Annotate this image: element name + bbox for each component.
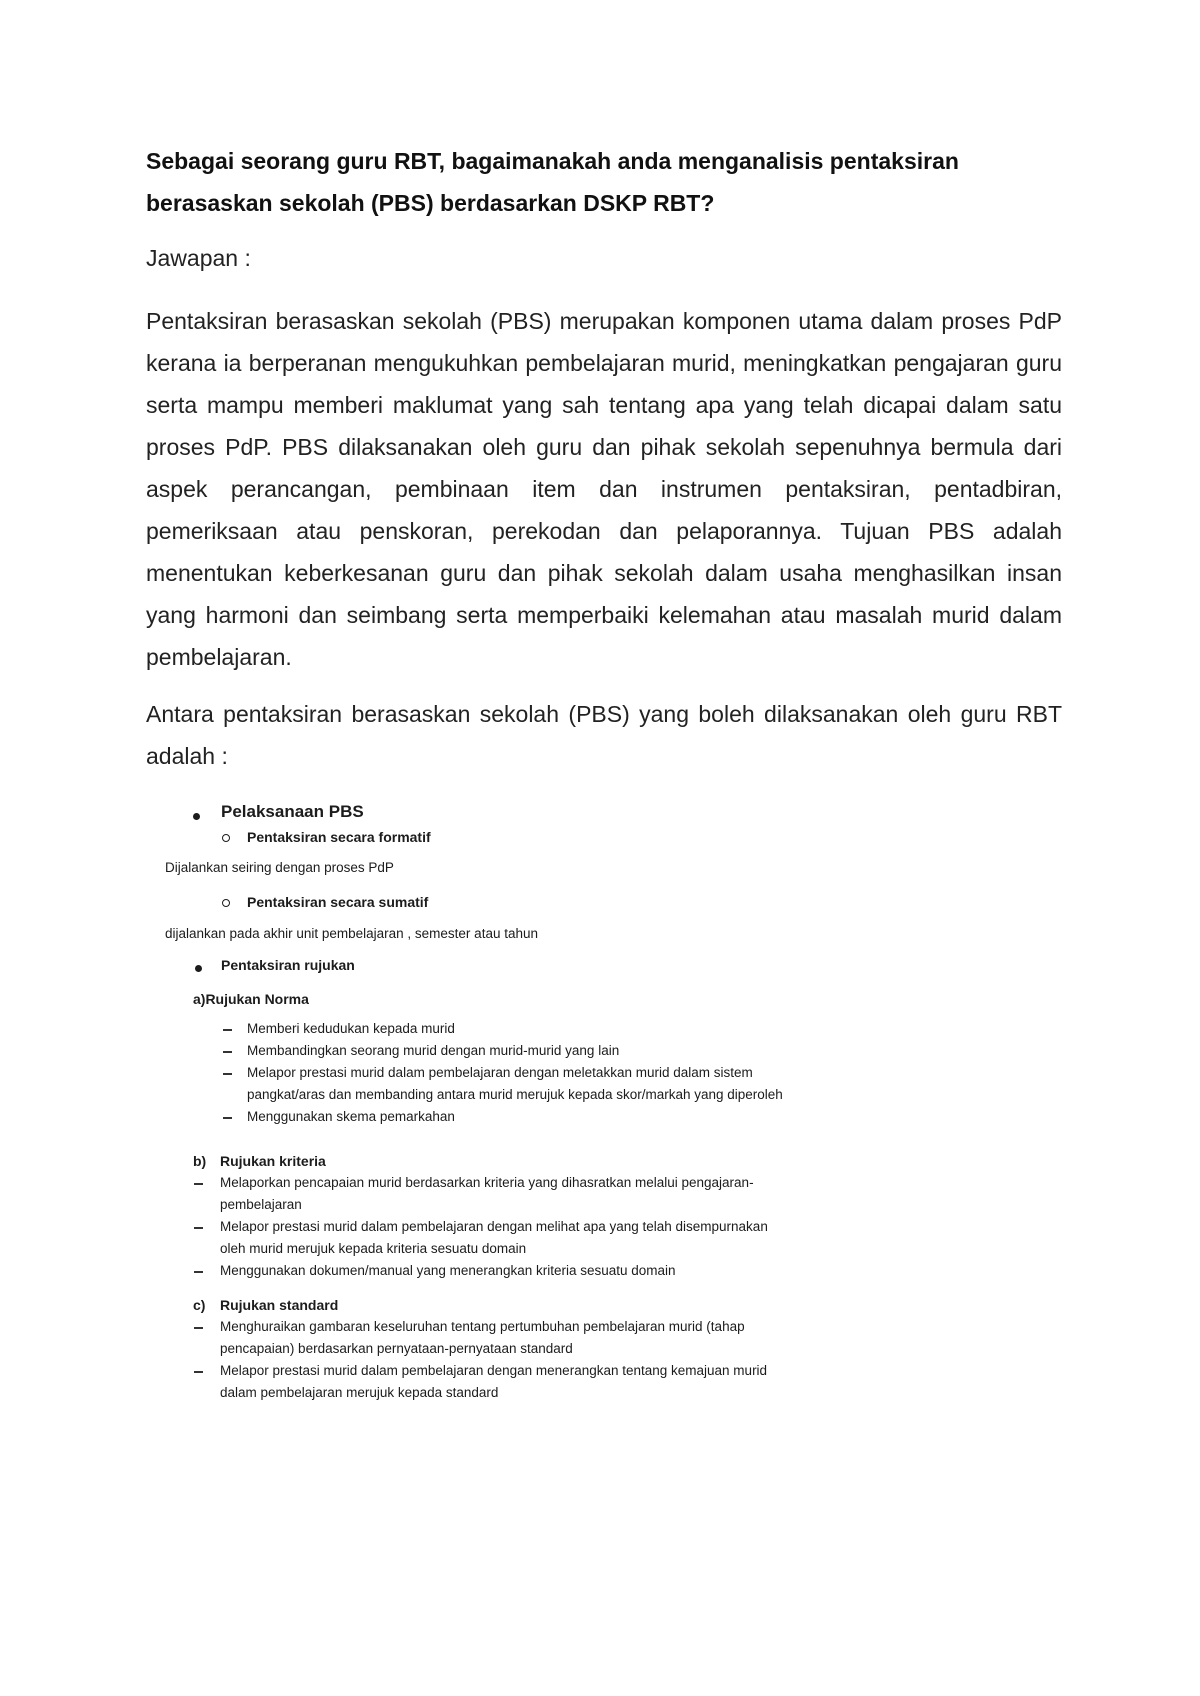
dash-icon: [223, 1117, 232, 1119]
standard-item: Menghuraikan gambaran keseluruhan tentang pertumbuhan pembelajaran murid (tahap: [220, 1319, 745, 1334]
dash-icon: [223, 1029, 232, 1031]
norma-item-cont: pangkat/aras dan membanding antara murid merujuk kepada skor/markah yang diperoleh: [247, 1087, 783, 1102]
formatif-title: Pentaksiran secara formatif: [247, 829, 431, 845]
sumatif-desc: dijalankan pada akhir unit pembelajaran , semester atau tahun: [165, 926, 538, 941]
paragraph-pbs-overview: Pentaksiran berasaskan sekolah (PBS) merupakan komponen utama dalam proses PdP kerana ia berperanan mengukuhkan pembelajaran murid, meningkatkan pengajaran guru serta mampu memberi maklumat yang sah tentang apa yang telah dicapai dalam satu proses PdP. PBS dilaksanakan oleh guru dan pihak sekolah sepenuhnya bermula dari aspek perancangan, pembinaan item dan instrumen pentaksiran, pentadbiran, pemeriksaan atau penskoran, perekodan dan pelaporannya. Tujuan PBS adalah menentukan keberkesanan guru dan pihak sekolah dalam usaha menghasilkan insan yang harmoni dan seimbang serta memperbaiki kelemahan atau masalah murid dalam pembelajaran.: [146, 308, 1062, 670]
rujukan-title: Pentaksiran rujukan: [221, 957, 355, 973]
question-heading: [146, 140, 1066, 224]
question-line-1: Sebagai seorang guru RBT, bagaimanakah anda menganalisis pentaksiran: [146, 148, 959, 174]
kriteria-item: Melapor prestasi murid dalam pembelajaran dengan melihat apa yang telah disempurnakan: [220, 1219, 768, 1234]
norma-item: Melapor prestasi murid dalam pembelajaran dengan meletakkan murid dalam sistem: [247, 1065, 753, 1080]
standard-item: Melapor prestasi murid dalam pembelajaran dengan menerangkan tentang kemajuan murid: [220, 1363, 768, 1378]
standard-letter: c): [193, 1297, 206, 1313]
dash-icon: [223, 1073, 232, 1075]
bullet-icon: [195, 965, 202, 972]
kriteria-letter: b): [193, 1153, 207, 1169]
kriteria-item-cont: oleh murid merujuk kepada kriteria sesuatu domain: [220, 1241, 527, 1256]
answer-label: Jawapan :: [146, 245, 251, 271]
formatif-desc: Dijalankan seiring dengan proses PdP: [165, 860, 394, 875]
dash-icon: [223, 1051, 232, 1053]
standard-title: Rujukan standard: [220, 1297, 339, 1313]
dash-icon: [194, 1371, 203, 1373]
norma-title: a)Rujukan Norma: [193, 991, 309, 1007]
question-line-2: berasaskan sekolah (PBS) berdasarkan DSKP RBT?: [146, 190, 715, 216]
sumatif-title: Pentaksiran secara sumatif: [247, 894, 429, 910]
bullet-icon: [193, 813, 200, 820]
circle-bullet-icon: [222, 834, 230, 842]
circle-bullet-icon: [222, 899, 230, 907]
norma-item: Menggunakan skema pemarkahan: [247, 1109, 455, 1124]
standard-item-cont: pencapaian) berdasarkan pernyataan-pernyataan standard: [220, 1341, 573, 1356]
dash-icon: [194, 1271, 203, 1273]
standard-item-cont: dalam pembelajaran merujuk kepada standard: [220, 1385, 499, 1400]
paragraph-pbs-intro: Antara pentaksiran berasaskan sekolah (PBS) yang boleh dilaksanakan oleh guru RBT adalah :: [146, 701, 1062, 769]
kriteria-item-cont: pembelajaran: [220, 1197, 302, 1212]
dash-icon: [194, 1327, 203, 1329]
embedded-pbs-notes-image: [160, 800, 880, 1460]
dash-icon: [194, 1183, 203, 1185]
kriteria-item: Menggunakan dokumen/manual yang menerangkan kriteria sesuatu domain: [220, 1263, 676, 1278]
pelaksanaan-title: Pelaksanaan PBS: [221, 802, 364, 821]
dash-icon: [194, 1227, 203, 1229]
kriteria-title: Rujukan kriteria: [220, 1153, 326, 1169]
norma-item: Membandingkan seorang murid dengan murid-murid yang lain: [247, 1043, 620, 1058]
norma-item: Memberi kedudukan kepada murid: [247, 1021, 455, 1036]
kriteria-item: Melaporkan pencapaian murid berdasarkan kriteria yang dihasratkan melalui pengajaran-: [220, 1175, 754, 1190]
